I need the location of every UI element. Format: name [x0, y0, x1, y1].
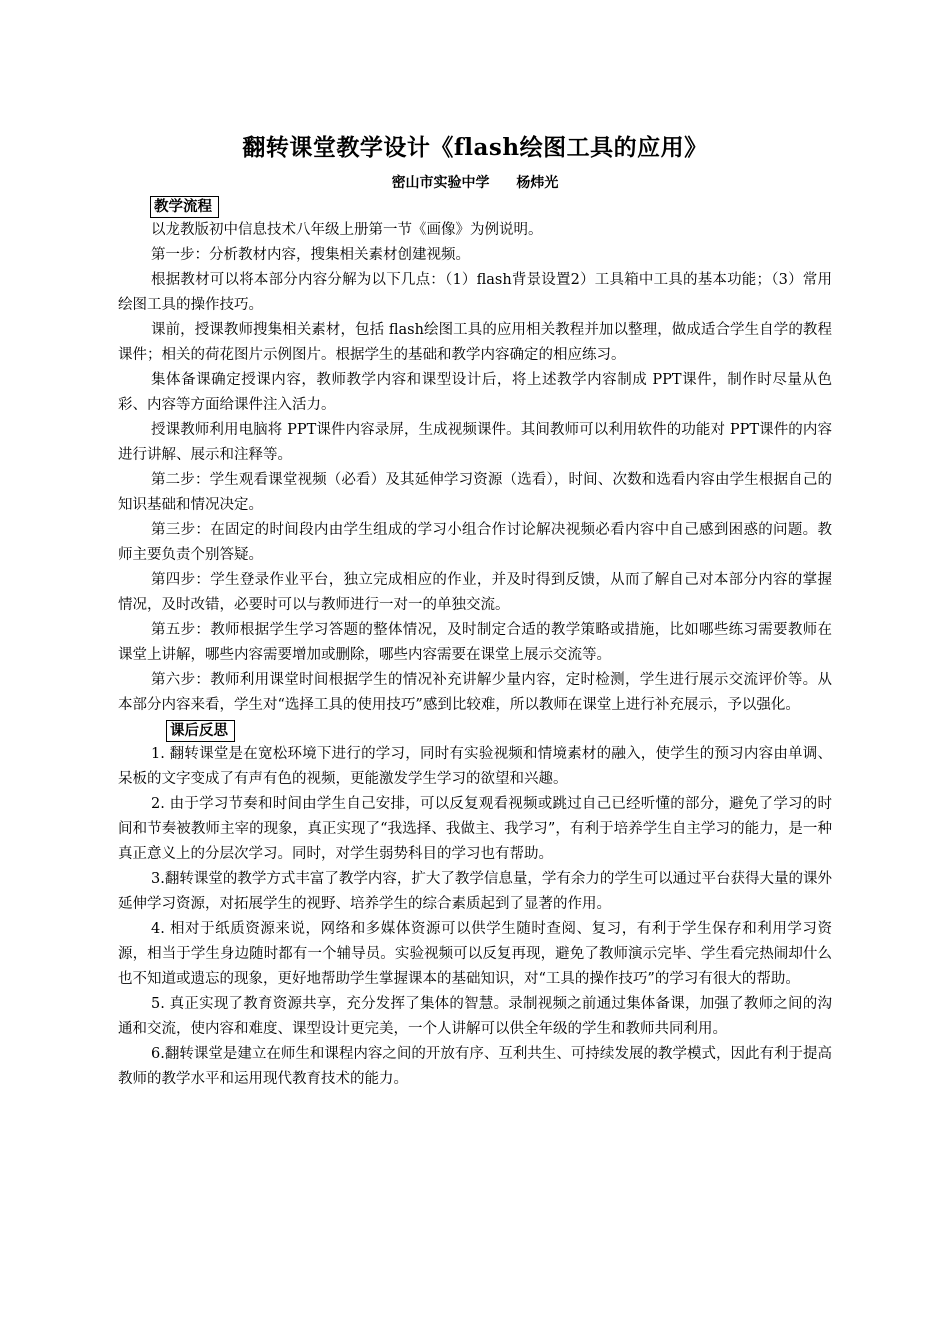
- paragraph: 2. 由于学习节奏和时间由学生自己安排，可以反复观看视频或跳过自己已经听懂的部分，避免了学习的时间和节奏被教师主宰的现象，真正实现了“我选择、我做主、我学习”，有利于培养学生自主学习的能力，是一种真正意义上的分层次学习。同时，对学生弱势科目的学习也有帮助。: [118, 796, 832, 862]
- section-teaching-process: [118, 218, 832, 718]
- section-heading-teaching-process: 教学流程: [150, 196, 219, 218]
- paragraph: 3.翻转课堂的教学方式丰富了教学内容，扩大了教学信息量，学有余力的学生可以通过平台获得大量的课外延伸学习资源，对拓展学生的视野、培养学生的综合素质起到了显著的作用。: [118, 871, 832, 912]
- paragraph: 集体备课确定授课内容，教师教学内容和课型设计后，将上述教学内容制成 PPT课件，制作时尽量从色彩、内容等方面给课件注入活力。: [118, 372, 832, 413]
- paragraph: 4. 相对于纸质资源来说，网络和多媒体资源可以供学生随时查阅、复习，有利于学生保存和利用学习资源，相当于学生身边随时都有一个辅导员。实验视频可以反复再现，避免了教师演示完毕、学生看完热闹却什么也不知道或遗忘的现象，更好地帮助学生掌握课本的基础知识，对“工具的操作技巧”的学习有很大的帮助。: [118, 921, 832, 987]
- document-title: 翻转课堂教学设计《flash绘图工具的应用》: [242, 134, 708, 161]
- paragraph: 授课教师利用电脑将 PPT课件内容录屏，生成视频课件。其间教师可以利用软件的功能对 PPT课件的内容进行讲解、展示和注释等。: [118, 422, 832, 463]
- paragraph: 第五步：教师根据学生学习答题的整体情况，及时制定合适的教学策略或措施，比如哪些练习需要教师在课堂上讲解，哪些内容需要增加或删除，哪些内容需要在课堂上展示交流等。: [118, 622, 832, 663]
- paragraph: 1. 翻转课堂是在宽松环境下进行的学习，同时有实验视频和情境素材的融入，使学生的预习内容由单调、呆板的文字变成了有声有色的视频，更能激发学生学习的欲望和兴趣。: [118, 746, 832, 787]
- paragraph: 第六步：教师利用课堂时间根据学生的情况补充讲解少量内容，定时检测，学生进行展示交流评价等。从本部分内容来看，学生对“选择工具的使用技巧”感到比较难，所以教师在课堂上进行补充展示，予以强化。: [118, 672, 832, 713]
- paragraph: 第一步：分析教材内容，搜集相关素材创建视频。: [151, 247, 470, 263]
- section-reflection: [118, 742, 832, 1092]
- paragraph: 第三步：在固定的时间段内由学生组成的学习小组合作讨论解决视频必看内容中自己感到困惑的问题。教师主要负责个别答疑。: [118, 522, 832, 563]
- section-heading-wrap: [150, 194, 832, 218]
- section-heading-wrap: [166, 718, 832, 742]
- author-line: 密山市实验中学 杨炜光: [391, 175, 559, 191]
- paragraph: 课前，授课教师搜集相关素材，包括 flash绘图工具的应用相关教程并加以整理，做成适合学生自学的教程课件；相关的荷花图片示例图片。根据学生的基础和教学内容确定的相应练习。: [118, 322, 832, 363]
- section-heading-reflection: 课后反思: [166, 720, 235, 742]
- paragraph: 第二步：学生观看课堂视频（必看）及其延伸学习资源（选看），时间、次数和选看内容由学生根据自己的知识基础和情况决定。: [118, 472, 832, 513]
- paragraph: 以龙教版初中信息技术八年级上册第一节《画像》为例说明。: [151, 222, 543, 238]
- paragraph: 第四步：学生登录作业平台，独立完成相应的作业，并及时得到反馈，从而了解自己对本部分内容的掌握情况，及时改错，必要时可以与教师进行一对一的单独交流。: [118, 572, 832, 613]
- document-page: [118, 132, 832, 1092]
- paragraph: 根据教材可以将本部分内容分解为以下几点：（1）flash背景设置2）工具箱中工具的基本功能；（3）常用绘图工具的操作技巧。: [118, 272, 832, 313]
- paragraph: 5. 真正实现了教育资源共享，充分发挥了集体的智慧。录制视频之前通过集体备课，加强了教师之间的沟通和交流，使内容和难度、课型设计更完美，一个人讲解可以供全年级的学生和教师共同利用。: [118, 996, 832, 1037]
- paragraph: 6.翻转课堂是建立在师生和课程内容之间的开放有序、互利共生、可持续发展的教学模式，因此有利于提高教师的教学水平和运用现代教育技术的能力。: [118, 1046, 832, 1087]
